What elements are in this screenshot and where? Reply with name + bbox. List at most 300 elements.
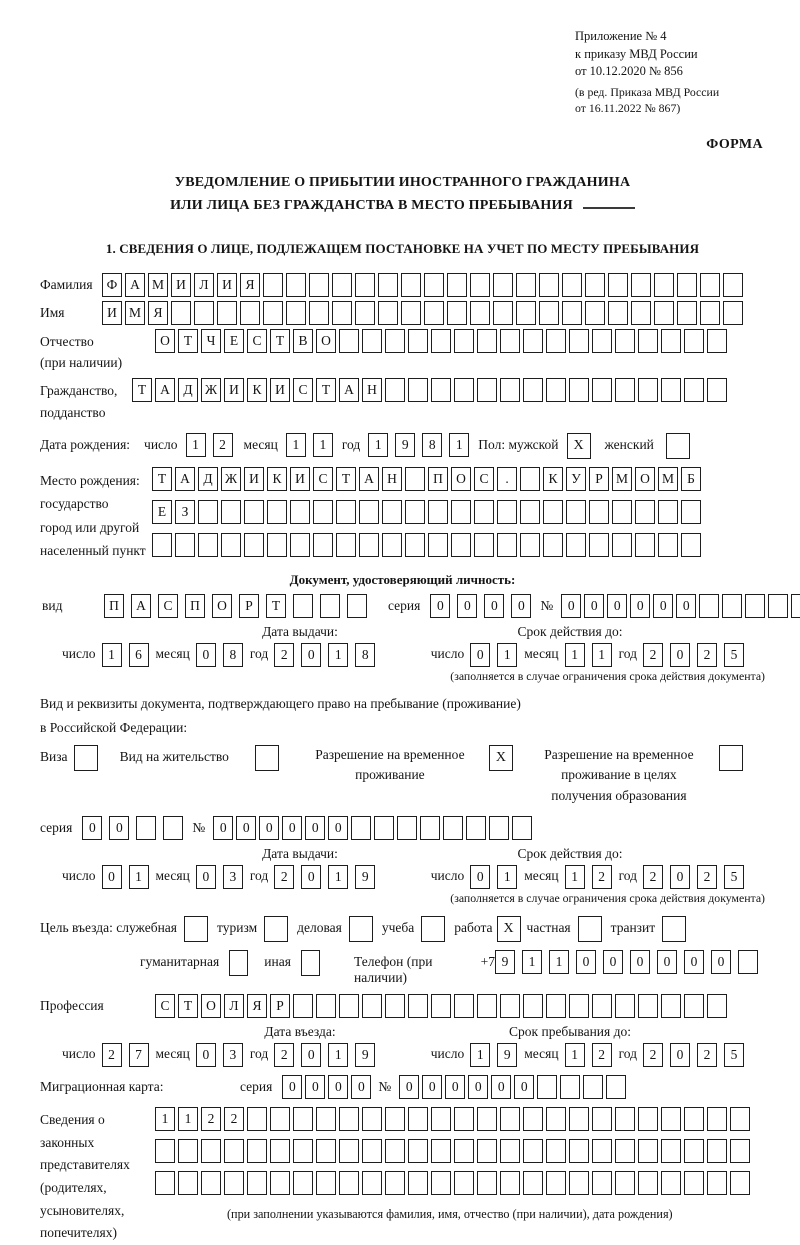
form-cell bbox=[638, 1139, 658, 1163]
form-cell: 1 bbox=[313, 433, 333, 457]
form-cell: 2 bbox=[643, 643, 663, 667]
form-cell bbox=[583, 1075, 603, 1099]
form-cell bbox=[408, 1139, 428, 1163]
form-cell bbox=[681, 500, 701, 524]
form-cell bbox=[339, 329, 359, 353]
day-label: число bbox=[144, 437, 178, 453]
form-cell bbox=[267, 533, 287, 557]
surname-label: Фамилия bbox=[40, 276, 93, 292]
year-label: год bbox=[249, 645, 269, 661]
stay-day-cells bbox=[470, 1043, 524, 1067]
form-cell: 2 bbox=[592, 865, 612, 889]
form-cell bbox=[477, 1139, 497, 1163]
form-cell bbox=[500, 1171, 520, 1195]
form-cell bbox=[247, 1139, 267, 1163]
form-cell: И bbox=[217, 273, 237, 297]
form-cell: 0 bbox=[399, 1075, 419, 1099]
form-cell bbox=[309, 301, 329, 325]
form-cell bbox=[385, 329, 405, 353]
form-cell bbox=[707, 329, 727, 353]
form-cell: Я bbox=[148, 301, 168, 325]
surname-cells bbox=[102, 273, 746, 297]
form-cell: С bbox=[474, 467, 494, 491]
form-cell bbox=[355, 273, 375, 297]
permit-series-cells bbox=[82, 816, 190, 840]
year-label: год bbox=[249, 1045, 269, 1061]
form-cell bbox=[431, 1139, 451, 1163]
form-cell bbox=[428, 533, 448, 557]
doc-type-label: вид bbox=[42, 597, 63, 613]
form-cell bbox=[546, 329, 566, 353]
form-cell bbox=[477, 329, 497, 353]
form-cell bbox=[684, 329, 704, 353]
form-cell bbox=[684, 994, 704, 1018]
form-cell: 0 bbox=[301, 1043, 321, 1067]
form-cell bbox=[500, 1107, 520, 1131]
form-cell: Р bbox=[589, 467, 609, 491]
purpose-study-checkbox bbox=[421, 916, 445, 942]
form-cell bbox=[539, 273, 559, 297]
form-cell: 0 bbox=[196, 643, 216, 667]
doc-series-label: серия bbox=[388, 597, 421, 613]
form-cell bbox=[447, 273, 467, 297]
guardians-row bbox=[40, 1107, 765, 1245]
form-cell: 1 bbox=[522, 950, 542, 974]
form-cell: 5 bbox=[724, 643, 744, 667]
form-cell bbox=[523, 1107, 543, 1131]
form-cell bbox=[401, 273, 421, 297]
temp-residence-edu-checkbox bbox=[719, 745, 743, 771]
form-cell bbox=[700, 273, 720, 297]
form-cell: 1 bbox=[368, 433, 388, 457]
form-cell: Е bbox=[224, 329, 244, 353]
form-cell bbox=[267, 500, 287, 524]
section1-heading: 1. СВЕДЕНИЯ О ЛИЦЕ, ПОДЛЕЖАЩЕМ ПОСТАНОВКЕ НА УЧЕТ ПО МЕСТУ ПРЕБЫВАНИЯ bbox=[105, 240, 700, 256]
form-cell bbox=[520, 467, 540, 491]
day-label: число bbox=[430, 867, 465, 883]
form-cell bbox=[658, 533, 678, 557]
edition-line: (в ред. Приказа МВД России bbox=[575, 84, 720, 99]
form-cell bbox=[684, 1171, 704, 1195]
form-cell bbox=[615, 329, 635, 353]
permit-issue-year-cells bbox=[274, 865, 382, 889]
form-cell bbox=[612, 500, 632, 524]
form-cell: 0 bbox=[576, 950, 596, 974]
permit-valid-year-cells bbox=[643, 865, 751, 889]
form-cell bbox=[615, 994, 635, 1018]
form-cell: 7 bbox=[129, 1043, 149, 1067]
form-cell: 2 bbox=[274, 643, 294, 667]
form-cell bbox=[332, 273, 352, 297]
form-cell bbox=[569, 1107, 589, 1131]
form-cell: 1 bbox=[497, 643, 517, 667]
form-cell: А bbox=[339, 378, 359, 402]
form-cell: 0 bbox=[711, 950, 731, 974]
form-cell: 1 bbox=[328, 643, 348, 667]
form-cell bbox=[546, 378, 566, 402]
form-cell: 0 bbox=[470, 865, 490, 889]
residence-permit-checkbox bbox=[255, 745, 279, 771]
form-cell bbox=[608, 301, 628, 325]
form-cell bbox=[420, 816, 440, 840]
form-cell bbox=[523, 1171, 543, 1195]
form-cell: 0 bbox=[470, 643, 490, 667]
form-cell bbox=[470, 301, 490, 325]
form-cell bbox=[405, 533, 425, 557]
form-cell: 0 bbox=[630, 950, 650, 974]
form-cell bbox=[339, 994, 359, 1018]
purpose-humanitarian-checkbox bbox=[229, 950, 248, 976]
form-cell: 3 bbox=[223, 1043, 243, 1067]
stay-month-cells bbox=[565, 1043, 619, 1067]
doc-issue-year-cells bbox=[274, 643, 382, 667]
form-cell: 2 bbox=[213, 433, 233, 457]
form-cell: 5 bbox=[724, 1043, 744, 1067]
form-cell: 1 bbox=[286, 433, 306, 457]
form-cell: Я bbox=[240, 273, 260, 297]
form-cell: Д bbox=[198, 467, 218, 491]
form-cell: 0 bbox=[653, 594, 673, 618]
permit-number-cells bbox=[213, 816, 535, 840]
temp-residence-permit-checkbox: X bbox=[489, 745, 513, 771]
form-cell bbox=[474, 533, 494, 557]
form-cell: С bbox=[155, 994, 175, 1018]
form-cell: Н bbox=[362, 378, 382, 402]
sex-female-label: женский bbox=[604, 437, 654, 453]
form-cell bbox=[408, 994, 428, 1018]
form-cell: 2 bbox=[697, 643, 717, 667]
form-cell: Т bbox=[132, 378, 152, 402]
form-cell bbox=[378, 301, 398, 325]
day-label: число bbox=[430, 1045, 465, 1061]
document-title bbox=[40, 171, 765, 217]
form-cell bbox=[263, 273, 283, 297]
purpose-work-checkbox: X bbox=[497, 916, 521, 942]
form-cell: 8 bbox=[223, 643, 243, 667]
form-cell: Н bbox=[382, 467, 402, 491]
form-cell bbox=[332, 301, 352, 325]
form-cell bbox=[293, 1139, 313, 1163]
form-cell bbox=[615, 378, 635, 402]
form-cell bbox=[378, 273, 398, 297]
guardians-cells-row2 bbox=[155, 1139, 753, 1163]
residence-docs-text: Вид и реквизиты документа, подтверждающего право на пребывание (проживание) в Российской Федерации: bbox=[40, 695, 521, 735]
form-cell bbox=[286, 273, 306, 297]
form-cell bbox=[566, 500, 586, 524]
month-label: месяц bbox=[524, 645, 559, 661]
form-cell bbox=[489, 816, 509, 840]
day-label: число bbox=[430, 645, 465, 661]
form-cell bbox=[247, 1171, 267, 1195]
form-cell: Б bbox=[681, 467, 701, 491]
form-cell: 0 bbox=[430, 594, 450, 618]
purpose-transit-checkbox bbox=[662, 916, 686, 942]
form-cell: 1 bbox=[592, 643, 612, 667]
month-label: месяц bbox=[155, 645, 190, 661]
form-cell bbox=[290, 533, 310, 557]
form-cell bbox=[247, 1107, 267, 1131]
form-cell bbox=[424, 273, 444, 297]
form-cell bbox=[431, 1171, 451, 1195]
purpose-business-label: деловая bbox=[297, 919, 342, 935]
form-cell bbox=[313, 500, 333, 524]
form-cell bbox=[589, 533, 609, 557]
form-cell: 0 bbox=[511, 594, 531, 618]
form-cell: 0 bbox=[561, 594, 581, 618]
form-cell bbox=[316, 1139, 336, 1163]
form-cell bbox=[523, 329, 543, 353]
form-cell bbox=[615, 1171, 635, 1195]
form-cell bbox=[408, 1171, 428, 1195]
form-cell bbox=[592, 1107, 612, 1131]
form-cell: Р bbox=[270, 994, 290, 1018]
form-cell bbox=[336, 500, 356, 524]
purpose-private-label: частная bbox=[526, 919, 571, 935]
form-cell bbox=[684, 378, 704, 402]
form-cell bbox=[493, 273, 513, 297]
form-cell bbox=[244, 500, 264, 524]
purpose-official-label: Цель въезда: служебная bbox=[40, 919, 177, 935]
form-cell: 0 bbox=[259, 816, 279, 840]
form-cell: 9 bbox=[355, 1043, 375, 1067]
form-cell bbox=[661, 1107, 681, 1131]
form-cell: . bbox=[497, 467, 517, 491]
form-cell bbox=[313, 533, 333, 557]
form-cell: 2 bbox=[274, 865, 294, 889]
form-cell: 0 bbox=[445, 1075, 465, 1099]
form-cell: Ж bbox=[201, 378, 221, 402]
doc-dates-row bbox=[40, 643, 765, 667]
doc-dates-head bbox=[40, 624, 765, 640]
form-cell bbox=[615, 1107, 635, 1131]
form-cell bbox=[339, 1171, 359, 1195]
form-cell: 2 bbox=[592, 1043, 612, 1067]
form-cell: 6 bbox=[129, 643, 149, 667]
form-cell bbox=[359, 533, 379, 557]
form-cell bbox=[585, 273, 605, 297]
profession-row bbox=[40, 994, 765, 1018]
profession-label: Профессия bbox=[40, 997, 104, 1013]
doc-issue-day-cells bbox=[102, 643, 156, 667]
form-cell: О bbox=[155, 329, 175, 353]
form-cell bbox=[477, 994, 497, 1018]
permit-valid-month-cells bbox=[565, 865, 619, 889]
form-cell bbox=[431, 994, 451, 1018]
form-cell bbox=[661, 329, 681, 353]
form-cell: 0 bbox=[305, 1075, 325, 1099]
form-cell bbox=[608, 273, 628, 297]
purpose-other-checkbox bbox=[301, 950, 320, 976]
form-cell: О bbox=[212, 594, 232, 618]
guardians-label: Сведения о законных представителях (родителях, усыновителях, попечителях) bbox=[40, 1111, 130, 1241]
form-cell bbox=[178, 1139, 198, 1163]
form-cell: 0 bbox=[328, 816, 348, 840]
form-cell bbox=[408, 329, 428, 353]
form-cell bbox=[263, 301, 283, 325]
permit-dates-row bbox=[40, 865, 765, 889]
form-cell: 0 bbox=[670, 1043, 690, 1067]
appendix-block bbox=[575, 28, 765, 117]
form-cell bbox=[730, 1139, 750, 1163]
form-cell bbox=[316, 1107, 336, 1131]
form-cell: 3 bbox=[223, 865, 243, 889]
form-cell bbox=[385, 1107, 405, 1131]
month-label: месяц bbox=[155, 867, 190, 883]
form-cell: А bbox=[359, 467, 379, 491]
form-cell: 0 bbox=[684, 950, 704, 974]
patronymic-row bbox=[40, 329, 765, 374]
form-cell bbox=[497, 500, 517, 524]
form-cell: О bbox=[316, 329, 336, 353]
form-cell bbox=[339, 1139, 359, 1163]
form-cell bbox=[592, 378, 612, 402]
form-cell bbox=[520, 533, 540, 557]
entry-month-cells bbox=[196, 1043, 250, 1067]
form-cell bbox=[194, 301, 214, 325]
form-cell bbox=[592, 1171, 612, 1195]
mig-number-sign: № bbox=[378, 1078, 392, 1094]
form-cell bbox=[635, 533, 655, 557]
form-cell bbox=[198, 500, 218, 524]
stay-year-cells bbox=[643, 1043, 751, 1067]
form-cell bbox=[270, 1107, 290, 1131]
form-cell bbox=[451, 500, 471, 524]
purpose-business-checkbox bbox=[349, 916, 373, 942]
form-cell bbox=[290, 500, 310, 524]
form-cell: 9 bbox=[395, 433, 415, 457]
citizenship-label: Гражданство, подданство bbox=[40, 382, 118, 420]
form-cell bbox=[316, 1171, 336, 1195]
form-cell bbox=[539, 301, 559, 325]
form-cell: А bbox=[155, 378, 175, 402]
phone-label: Телефон (при наличии) bbox=[354, 953, 433, 985]
form-cell bbox=[408, 378, 428, 402]
form-cell bbox=[431, 1107, 451, 1131]
form-cell bbox=[585, 301, 605, 325]
form-cell bbox=[336, 533, 356, 557]
form-cell bbox=[454, 1107, 474, 1131]
month-label: месяц bbox=[524, 867, 559, 883]
purpose-row-2 bbox=[40, 950, 765, 986]
form-cell bbox=[359, 500, 379, 524]
form-cell bbox=[221, 500, 241, 524]
form-cell: М bbox=[148, 273, 168, 297]
form-cell bbox=[723, 301, 743, 325]
appendix-line: от 10.12.2020 № 856 bbox=[575, 64, 683, 78]
form-cell: К bbox=[543, 467, 563, 491]
form-cell: Я bbox=[247, 994, 267, 1018]
form-cell bbox=[466, 816, 486, 840]
form-cell bbox=[470, 273, 490, 297]
form-cell: 0 bbox=[236, 816, 256, 840]
form-cell: М bbox=[612, 467, 632, 491]
form-cell bbox=[707, 1107, 727, 1131]
form-cell: 1 bbox=[549, 950, 569, 974]
permit-valid-day-cells bbox=[470, 865, 524, 889]
year-label: год bbox=[618, 867, 637, 883]
form-cell: 0 bbox=[584, 594, 604, 618]
form-cell bbox=[451, 533, 471, 557]
entry-dates-row bbox=[40, 1043, 765, 1067]
form-cell bbox=[293, 1107, 313, 1131]
birthplace-cells-row3 bbox=[152, 533, 704, 557]
form-cell: Т bbox=[152, 467, 172, 491]
form-cell bbox=[355, 301, 375, 325]
birth-year-cells bbox=[368, 433, 476, 457]
form-cell bbox=[569, 378, 589, 402]
form-cell bbox=[589, 500, 609, 524]
form-cell: 1 bbox=[470, 1043, 490, 1067]
form-cell: О bbox=[201, 994, 221, 1018]
form-cell: 1 bbox=[178, 1107, 198, 1131]
form-cell: С bbox=[293, 378, 313, 402]
form-cell bbox=[569, 1171, 589, 1195]
form-cell: 0 bbox=[109, 816, 129, 840]
form-cell: 0 bbox=[630, 594, 650, 618]
form-cell: И bbox=[224, 378, 244, 402]
form-cell: Ж bbox=[221, 467, 241, 491]
form-cell bbox=[562, 273, 582, 297]
form-cell bbox=[569, 994, 589, 1018]
form-cell: М bbox=[658, 467, 678, 491]
form-cell bbox=[178, 1171, 198, 1195]
form-cell bbox=[198, 533, 218, 557]
form-cell bbox=[684, 1107, 704, 1131]
migration-card-label: Миграционная карта: bbox=[40, 1078, 164, 1094]
temp-permit-edu-label: Разрешение на временное проживание в целях получения образования bbox=[544, 747, 694, 803]
form-cell bbox=[382, 533, 402, 557]
purpose-study-label: учеба bbox=[381, 919, 415, 935]
birthplace-cells-row1 bbox=[152, 467, 704, 491]
form-cell bbox=[493, 301, 513, 325]
permit-series-label: серия bbox=[40, 819, 73, 835]
form-cell bbox=[638, 329, 658, 353]
migration-card-row bbox=[40, 1075, 765, 1099]
form-cell bbox=[500, 329, 520, 353]
form-cell bbox=[362, 329, 382, 353]
form-cell bbox=[592, 329, 612, 353]
form-cell bbox=[428, 500, 448, 524]
form-cell: 9 bbox=[497, 1043, 517, 1067]
form-cell: Д bbox=[178, 378, 198, 402]
form-cell: 0 bbox=[328, 1075, 348, 1099]
form-cell: И bbox=[102, 301, 122, 325]
form-cell: Л bbox=[194, 273, 214, 297]
permit-issue-date-label: Дата выдачи: bbox=[262, 845, 338, 861]
purpose-transit-label: транзит bbox=[610, 919, 656, 935]
form-cell: 0 bbox=[491, 1075, 511, 1099]
form-cell bbox=[661, 994, 681, 1018]
form-cell bbox=[362, 1107, 382, 1131]
form-cell: 1 bbox=[129, 865, 149, 889]
form-cell bbox=[730, 1171, 750, 1195]
doc-issue-date-label: Дата выдачи: bbox=[262, 623, 338, 639]
birthdate-label: Дата рождения: bbox=[40, 437, 131, 453]
form-cell bbox=[615, 1139, 635, 1163]
form-cell bbox=[240, 301, 260, 325]
form-cell bbox=[401, 301, 421, 325]
form-cell bbox=[730, 1107, 750, 1131]
form-cell bbox=[523, 1139, 543, 1163]
form-cell: 0 bbox=[422, 1075, 442, 1099]
birthdate-row bbox=[40, 433, 765, 459]
form-cell bbox=[677, 273, 697, 297]
form-cell: 0 bbox=[457, 594, 477, 618]
form-cell bbox=[286, 301, 306, 325]
form-cell bbox=[431, 329, 451, 353]
form-cell bbox=[592, 994, 612, 1018]
form-cell: 0 bbox=[670, 643, 690, 667]
